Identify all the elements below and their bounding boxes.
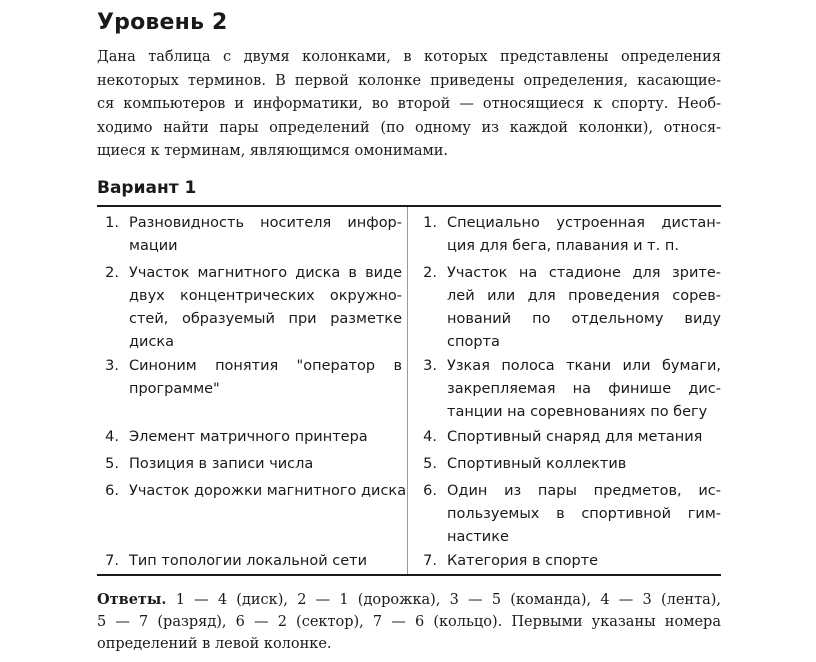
table-bottom-rule (97, 574, 721, 576)
text-line: нований по отдельному виду (447, 311, 721, 327)
intro-line: некоторых терминов. В первой колонке приведены определения, касающие- (97, 72, 721, 89)
column-divider (407, 207, 408, 574)
item-number: 5. (105, 456, 119, 472)
text-line: закрепляемая на финише дис- (447, 381, 721, 397)
text-line: Спортивный снаряд для метания (447, 429, 703, 445)
definition-text (129, 426, 402, 449)
item-number: 2. (423, 265, 437, 281)
text-line: Спортивный коллектив (447, 456, 627, 472)
answers-paragraph (97, 589, 721, 655)
intro-line: щиеся к терминам, являющимся омонимами. (97, 143, 449, 159)
answers-line (97, 589, 721, 611)
text-line: Специально устроенная дистан- (447, 215, 721, 231)
definition-text (447, 550, 721, 573)
text-line: Участок магнитного диска в виде (129, 265, 402, 281)
text-line: Синоним понятия "оператор в (129, 358, 402, 374)
text-line: Участок на стадионе для зрите- (447, 265, 721, 281)
definition-text (447, 453, 721, 476)
answers-label: Ответы. (97, 591, 167, 608)
definition-text (447, 212, 721, 258)
definition-text (129, 550, 402, 573)
item-number: 3. (105, 358, 119, 374)
item-number: 6. (423, 483, 437, 499)
text-line: танции на соревнованиях по бегу (447, 404, 708, 420)
definition-text (129, 212, 402, 258)
text-line: стей, образуемый при разметке (129, 311, 402, 327)
item-number: 4. (423, 429, 437, 445)
item-number: 1. (423, 215, 437, 231)
text-line: Узкая полоса ткани или бумаги, (447, 358, 721, 374)
definition-text (129, 262, 402, 354)
answers-line: определений в левой колонке. (97, 636, 332, 652)
text-line: Тип топологии локальной сети (129, 553, 367, 569)
text-line: спорта (447, 334, 500, 350)
intro-line: ся компьютеров и информатики, во второй — относящиеся к спорту. Необ- (97, 96, 721, 112)
text-line: диска (129, 334, 175, 350)
answers-line: 5 — 7 (разряд), 6 — 2 (сектор), 7 — 6 (кольцо). Первыми указаны номера (97, 614, 721, 630)
item-number: 6. (105, 483, 119, 499)
intro-line: Дана таблица с двумя колонками, в которых представлены определения (97, 49, 721, 65)
item-number: 1. (105, 215, 119, 231)
item-number: 7. (105, 553, 119, 569)
item-number: 4. (105, 429, 119, 445)
item-number: 7. (423, 553, 437, 569)
definition-text (447, 262, 721, 354)
definition-text (447, 355, 721, 424)
level-heading: Уровень 2 (97, 10, 228, 35)
answers-text: 1 — 4 (диск), 2 — 1 (дорожка), 3 — 5 (команда), 4 — 3 (лента), (175, 592, 721, 608)
intro-paragraph (97, 46, 721, 164)
text-line: Элемент матричного принтера (129, 429, 368, 445)
definition-text (129, 480, 407, 503)
text-line: Разновидность носителя инфор- (129, 215, 402, 231)
text-line: Категория в спорте (447, 553, 599, 569)
text-line: программе" (129, 381, 220, 397)
item-number: 3. (423, 358, 437, 374)
text-line: Участок дорожки магнитного диска (129, 483, 407, 499)
text-line: Позиция в записи числа (129, 456, 314, 472)
text-line: пользуемых в спортивной гим- (447, 506, 721, 522)
definition-text (129, 453, 402, 476)
text-line: Один из пары предметов, ис- (447, 483, 721, 499)
definition-text (447, 480, 721, 549)
text-line: мации (129, 238, 178, 254)
definition-text (447, 426, 721, 449)
item-number: 5. (423, 456, 437, 472)
item-number: 2. (105, 265, 119, 281)
text-line: ция для бега, плавания и т. п. (447, 238, 679, 254)
intro-line: ходимо найти пары определений (по одному из каждой колонки), относя- (97, 119, 721, 136)
text-line: настике (447, 529, 509, 545)
text-line: лей или для проведения сорев- (447, 288, 721, 304)
variant-heading: Вариант 1 (97, 178, 197, 198)
text-line: двух концентрических окружно- (129, 288, 402, 304)
definition-text (129, 355, 402, 401)
table-top-rule (97, 205, 721, 207)
